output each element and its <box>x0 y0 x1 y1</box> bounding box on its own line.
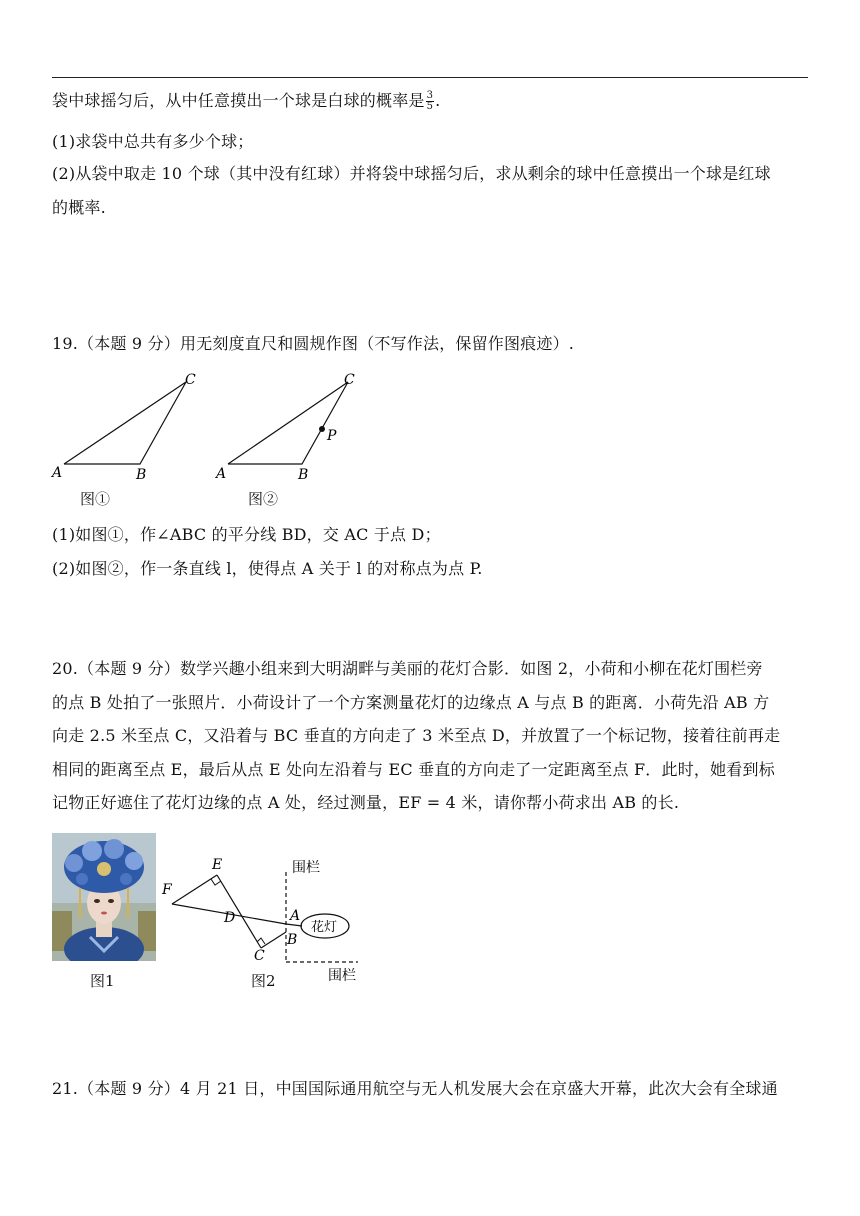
prev-text: 袋中球摇匀后，从中任意摸出一个球是白球的概率是 <box>52 91 425 110</box>
p20-line-5: 记物正好遮住了花灯边缘的点 A 处，经过测量，EF = 4 米，请你帮小荷求出 AB 的长. <box>52 793 680 812</box>
p19-q1: (1)如图①，作∠ABC 的平分线 BD，交 AC 于点 D； <box>52 525 441 544</box>
fig2-label-P: P <box>327 428 337 444</box>
fig1-label-C: C <box>185 372 196 388</box>
prev-q2-line2: 的概率. <box>52 198 106 217</box>
probability-fraction <box>426 91 435 112</box>
fraction-numerator: 3 <box>426 90 434 101</box>
prev-line-1 <box>52 90 440 112</box>
fig1-label-B: B <box>136 467 147 483</box>
p20-label-E: E <box>212 857 223 873</box>
prev-q2-line1: (2)从袋中取走 10 个球（其中没有红球）并将袋中球摇匀后，求从剩余的球中任意摸出一个球是红球 <box>52 164 771 183</box>
fig1-caption: 图① <box>80 490 111 508</box>
p20-figure-2 <box>160 852 370 987</box>
p20-line-1: 20.（本题 9 分）数学兴趣小组来到大明湖畔与美丽的花灯合影．如图 2，小荷和小柳在花灯围栏旁 <box>52 659 763 678</box>
p20-line-2: 的点 B 处拍了一张照片．小荷设计了一个方案测量花灯的边缘点 A 与点 B 的距离．小荷先沿 AB 方 <box>52 693 770 712</box>
fig2-label-A: A <box>216 466 227 482</box>
p19-figure-2 <box>212 368 382 483</box>
fig2-caption: 图② <box>248 490 279 508</box>
p20-label-D: D <box>224 910 236 926</box>
prev-period: . <box>435 91 441 110</box>
p19-figure-1 <box>48 368 208 483</box>
fig2-label-B: B <box>298 467 309 483</box>
top-rule <box>52 77 808 78</box>
lantern-label: 花灯 <box>311 920 338 935</box>
p20-line-4: 相同的距离至点 E，最后从点 E 处向左沿着与 EC 垂直的方向走了一定距离至点 F．此时，她看到标 <box>52 760 775 779</box>
lantern-photo <box>52 833 156 961</box>
fence-label-top: 围栏 <box>292 860 320 876</box>
p20-label-A: A <box>290 908 301 924</box>
p20-line-3: 向走 2.5 米至点 C，又沿着与 BC 垂直的方向走了 3 米至点 D，并放置了一个标记物，接着往前再走 <box>52 726 781 745</box>
p19-q2: (2)如图②，作一条直线 l，使得点 A 关于 l 的对称点为点 P. <box>52 559 483 578</box>
p20-label-C: C <box>254 948 265 964</box>
p19-heading: 19.（本题 9 分）用无刻度直尺和圆规作图（不写作法，保留作图痕迹）. <box>52 334 575 353</box>
p20-label-F: F <box>162 882 172 898</box>
prev-q1: (1)求袋中总共有多少个球； <box>52 132 254 151</box>
fig2-label-C: C <box>344 372 355 388</box>
fraction-denominator: 5 <box>426 101 434 112</box>
p20-fig2-caption: 图2 <box>251 972 276 990</box>
point-P-dot <box>319 426 325 432</box>
p20-fig1-caption: 图1 <box>90 972 115 990</box>
p21-line-1: 21.（本题 9 分）4 月 21 日，中国国际通用航空与无人机发展大会在京盛大开幕，此次大会有全球通 <box>52 1079 778 1098</box>
fence-label-bottom: 围栏 <box>328 968 356 984</box>
p20-label-B: B <box>287 932 298 948</box>
fig1-label-A: A <box>52 465 63 481</box>
